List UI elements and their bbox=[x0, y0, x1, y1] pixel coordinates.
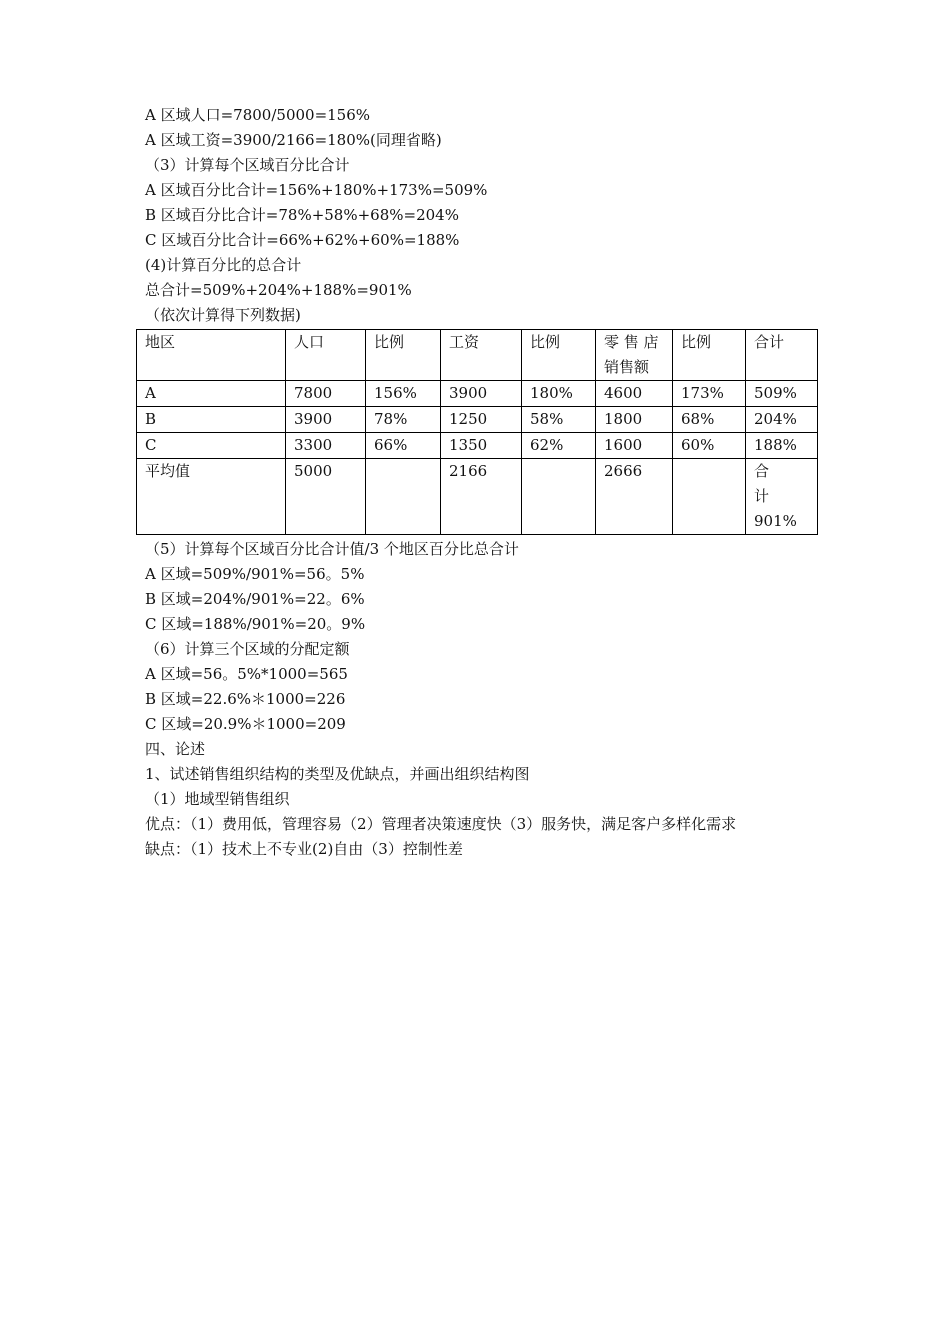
table-cell: 68% bbox=[673, 407, 746, 433]
table-cell: 60% bbox=[673, 433, 746, 459]
table-cell-empty bbox=[366, 459, 441, 535]
table-header-cell: 比例 bbox=[366, 330, 441, 381]
table-cell-empty bbox=[522, 459, 596, 535]
table-cell: 3900 bbox=[286, 407, 366, 433]
text-line: B 区域=22.6%＊1000=226 bbox=[145, 690, 346, 708]
table-header-cell: 比例 bbox=[522, 330, 596, 381]
table-header-cell: 工资 bbox=[441, 330, 522, 381]
table-header-row bbox=[137, 330, 818, 381]
text-line: A 区域=509%/901%=56。5% bbox=[145, 565, 365, 583]
table-header-cell: 比例 bbox=[673, 330, 746, 381]
table-cell: 173% bbox=[673, 381, 746, 407]
total-value: 901% bbox=[754, 512, 797, 530]
text-line: B 区域=204%/901%=22。6% bbox=[145, 590, 365, 608]
table-cell: 2166 bbox=[441, 459, 522, 535]
table-cell: A bbox=[137, 381, 286, 407]
text-line: A 区域=56。5%*1000=565 bbox=[145, 665, 348, 683]
text-line: A 区域人口=7800/5000=156% bbox=[145, 106, 371, 124]
table-cell: 1800 bbox=[596, 407, 673, 433]
text-line: 总合计=509%+204%+188%=901% bbox=[145, 281, 412, 299]
text-line: （5）计算每个区域百分比合计值/3 个地区百分比总合计 bbox=[145, 540, 519, 558]
table-cell: C bbox=[137, 433, 286, 459]
text-line: （依次计算得下列数据) bbox=[145, 306, 301, 324]
table-cell: 78% bbox=[366, 407, 441, 433]
table-cell: 1250 bbox=[441, 407, 522, 433]
table-cell: 66% bbox=[366, 433, 441, 459]
table-row bbox=[137, 381, 818, 407]
text-block-top bbox=[145, 103, 825, 328]
table-cell: 509% bbox=[746, 381, 818, 407]
table-cell: 156% bbox=[366, 381, 441, 407]
table-cell: 1350 bbox=[441, 433, 522, 459]
text-line: (4)计算百分比的总合计 bbox=[145, 256, 302, 274]
text-line: （6）计算三个区域的分配定额 bbox=[145, 640, 350, 658]
table-cell: 3300 bbox=[286, 433, 366, 459]
total-label: 合 计 bbox=[754, 462, 800, 505]
header-line: 零 售 店 bbox=[604, 333, 659, 351]
table-row bbox=[137, 407, 818, 433]
table-header-cell bbox=[596, 330, 673, 381]
table-cell: B bbox=[137, 407, 286, 433]
text-line: A 区域百分比合计=156%+180%+173%=509% bbox=[145, 181, 488, 199]
text-line: C 区域=20.9%＊1000=209 bbox=[145, 715, 346, 733]
text-line: 缺点：（1）技术上不专业(2)自由（3）控制性差 bbox=[145, 840, 463, 858]
data-table bbox=[136, 329, 818, 535]
text-line: 优点：（1）费用低，管理容易（2）管理者决策速度快（3）服务快，满足客户多样化需求 bbox=[145, 815, 737, 833]
table-cell-empty bbox=[673, 459, 746, 535]
text-block-bottom bbox=[145, 537, 825, 862]
table-cell: 1600 bbox=[596, 433, 673, 459]
table-cell: 7800 bbox=[286, 381, 366, 407]
table-cell-total bbox=[746, 459, 818, 535]
section-heading: 四、论述 bbox=[145, 740, 206, 758]
text-line: B 区域百分比合计=78%+58%+68%=204% bbox=[145, 206, 459, 224]
text-line: C 区域=188%/901%=20。9% bbox=[145, 615, 366, 633]
text-line: （1）地域型销售组织 bbox=[145, 790, 290, 808]
text-line: A 区域工资=3900/2166=180%(同理省略) bbox=[145, 131, 442, 149]
table-cell: 2666 bbox=[596, 459, 673, 535]
table-header-cell: 人口 bbox=[286, 330, 366, 381]
table-cell: 204% bbox=[746, 407, 818, 433]
text-line: C 区域百分比合计=66%+62%+60%=188% bbox=[145, 231, 460, 249]
table-cell: 3900 bbox=[441, 381, 522, 407]
table-cell: 平均值 bbox=[137, 459, 286, 535]
table-cell: 4600 bbox=[596, 381, 673, 407]
document-page bbox=[145, 103, 825, 862]
table-row bbox=[137, 433, 818, 459]
table-cell: 5000 bbox=[286, 459, 366, 535]
table-header-cell: 地区 bbox=[137, 330, 286, 381]
table-header-cell: 合计 bbox=[746, 330, 818, 381]
table-cell: 58% bbox=[522, 407, 596, 433]
text-line: 1、试述销售组织结构的类型及优缺点，并画出组织结构图 bbox=[145, 765, 530, 783]
table-row-average bbox=[137, 459, 818, 535]
header-line: 销售额 bbox=[604, 358, 650, 376]
text-line: （3）计算每个区域百分比合计 bbox=[145, 156, 350, 174]
table-cell: 62% bbox=[522, 433, 596, 459]
table-cell: 180% bbox=[522, 381, 596, 407]
table-cell: 188% bbox=[746, 433, 818, 459]
